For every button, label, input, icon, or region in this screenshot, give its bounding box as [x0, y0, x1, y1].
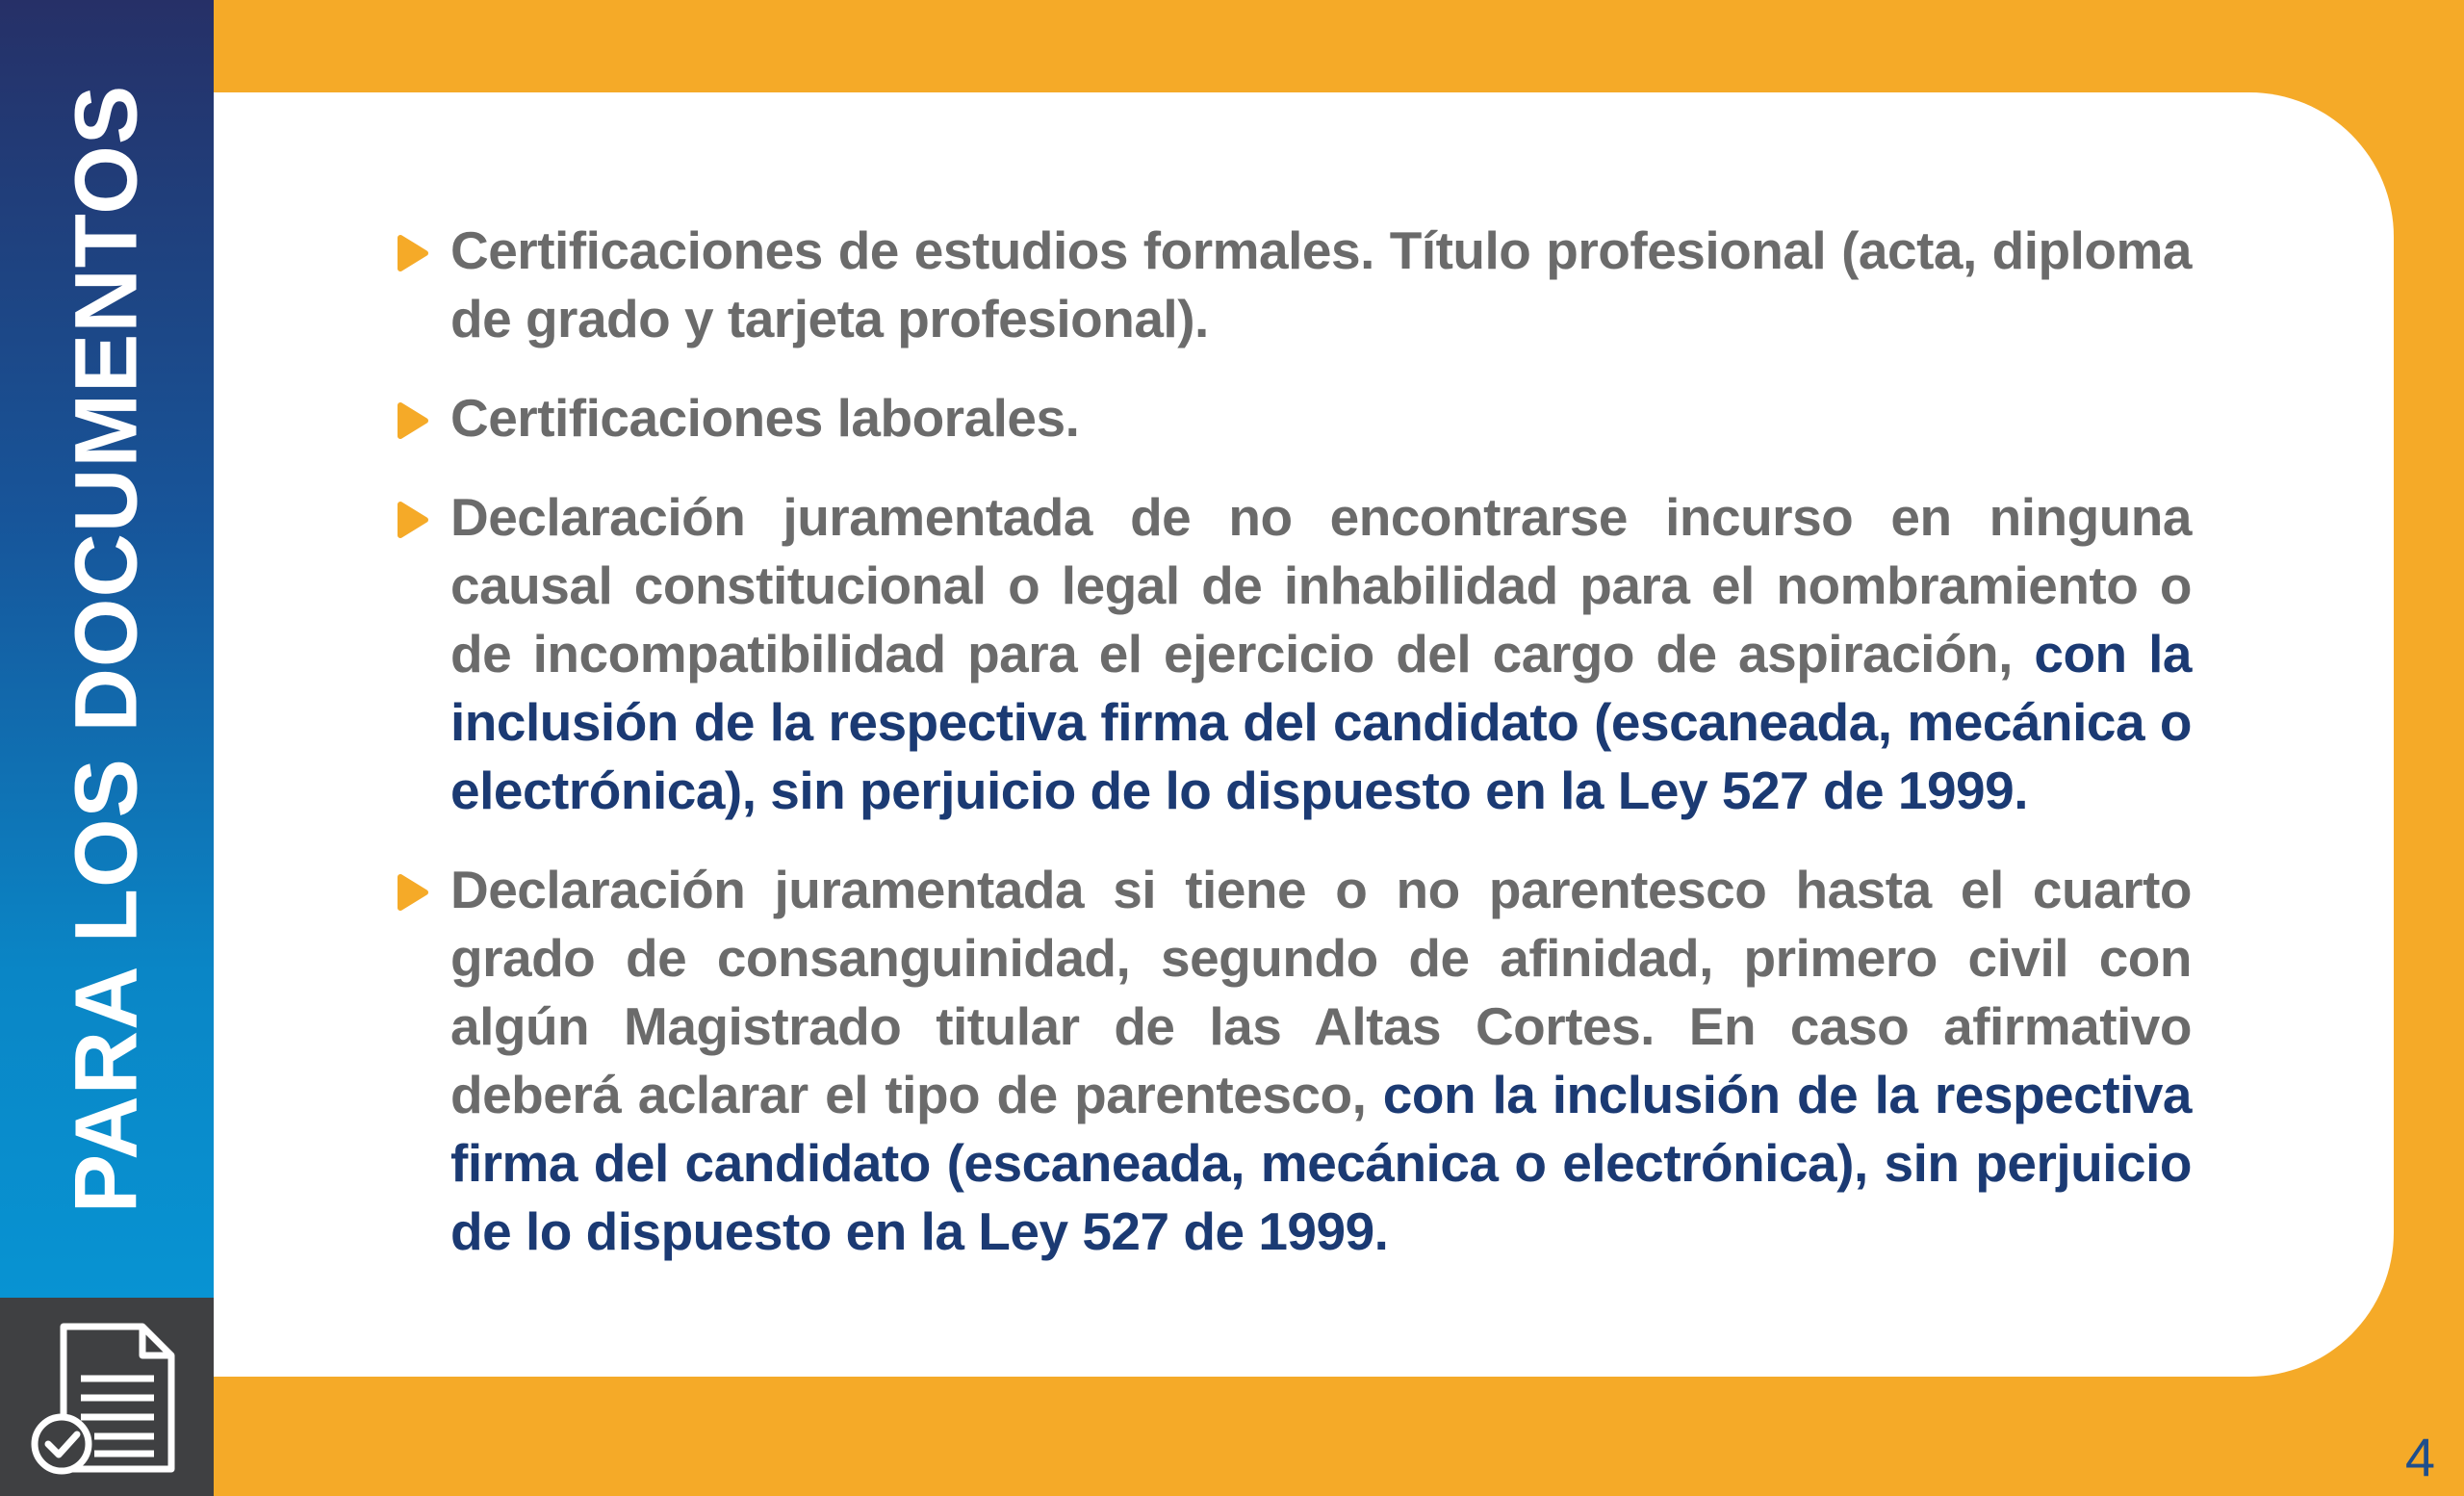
list-item-highlight: con la inclusión de la respectiva firma del candidato (escaneada, mecánica o electrónica), sin perjuicio de lo dispuesto en la Ley 527 de 1999. [450, 1065, 2193, 1261]
list-item [385, 483, 2192, 825]
list-item-text: Declaración juramentada de no encontrarse incurso en ninguna causal constitucional o legal de inhabilidad para el nombramiento o de incompatibilidad para el ejercicio del cargo de aspiración, [450, 487, 2192, 684]
list-item [385, 217, 2192, 353]
icon-box [0, 1298, 214, 1496]
page-number: 4 [2404, 1427, 2435, 1487]
list-item-text: Declaración juramentada si tiene o no parentesco hasta el cuarto grado de consanguinidad, segundo de afinidad, primero civil con algún Magistrado titular de las Altas Cortes. En caso afirmativo deberá aclarar el tipo de parentesco, [450, 860, 2192, 1124]
bullet-arrow-icon [393, 501, 431, 539]
list-item-text: Certificaciones laborales. [450, 388, 1080, 448]
requirements-list [385, 217, 2192, 1297]
list-item [385, 856, 2192, 1266]
bullet-arrow-icon [393, 234, 431, 272]
list-item [385, 384, 2192, 452]
list-item-text: Certificaciones de estudios formales. Título profesional (acta, diploma de grado y tarjeta profesional). [450, 220, 2192, 348]
document-check-icon [27, 1319, 181, 1477]
sidebar [0, 0, 214, 1298]
bullet-arrow-icon [393, 873, 431, 912]
sidebar-title: PARA LOS DOCUMENTOS [57, 84, 156, 1214]
bullet-arrow-icon [393, 401, 431, 440]
list-item-highlight: con la inclusión de la respectiva firma del candidato (escaneada, mecánica o electrónica), sin perjuicio de lo dispuesto en la Ley 527 de 1999. [450, 624, 2192, 820]
